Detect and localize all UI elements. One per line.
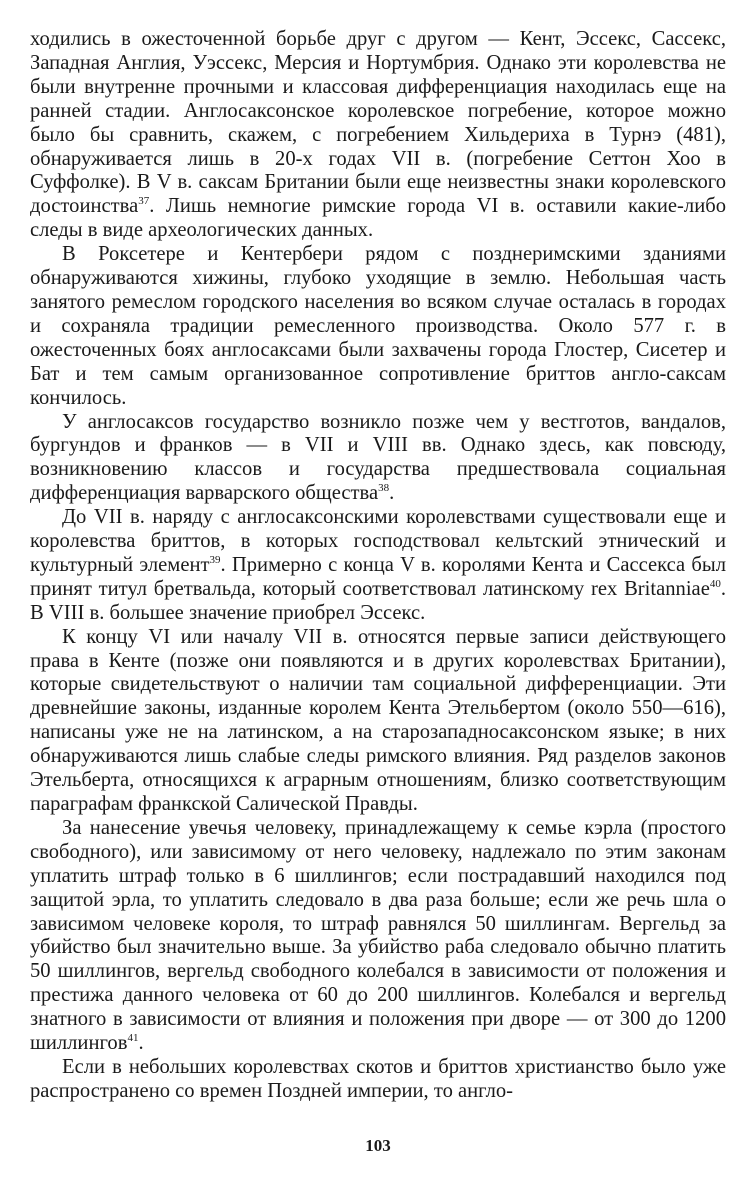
text-run: Если в небольших королевствах скотов и бриттов христианство было уже распространено со времен Поздней империи, то англо- bbox=[30, 1055, 726, 1102]
text-run: У англосаксов государство возникло позже чем у вестготов, вандалов, бургундов и франков — в VII и VIII вв. Однако здесь, как повсюду, возникновению классов и государства предшествовала социальная дифференциация варварского общества bbox=[30, 410, 726, 505]
footnote-ref-41[interactable]: 41 bbox=[127, 1032, 139, 1045]
text-run: . bbox=[138, 1032, 144, 1055]
text-run: . bbox=[389, 482, 395, 505]
text-run: . Лишь немногие римские города VI в. оставили какие-либо следы в виде археологических данных. bbox=[30, 195, 726, 242]
footnote-ref-39[interactable]: 39 bbox=[209, 553, 221, 566]
paragraph bbox=[30, 506, 726, 626]
page-number: 103 bbox=[365, 1136, 391, 1155]
text-run: . Примерно с конца V в. королями Кента и Сассекса был принят титул бретвальда, который соответствовал латинскому rex Britanniae bbox=[30, 553, 726, 600]
footnote-ref-37[interactable]: 37 bbox=[138, 195, 150, 208]
paragraph bbox=[30, 626, 726, 817]
text-run: В Роксетере и Кентербери рядом с позднеримскими зданиями обнаруживаются хижины, глубоко уходящие в землю. Небольшая часть занятого ремеслом городского населения во всяком случае осталась в городах и сохраняла традиции ремесленного производства. Около 577 г. в ожесточенных боях англосаксами были захвачены города Глостер, Сисетер и Бат и тем самым организованное сопротивление бриттов англо-саксам кончилось. bbox=[30, 243, 726, 409]
paragraph bbox=[30, 817, 726, 1056]
document-body bbox=[30, 28, 726, 1104]
paragraph bbox=[30, 411, 726, 507]
text-run: ходились в ожесточенной борьбе друг с другом — Кент, Эссекс, Сассекс, Западная Англия, Уэссекс, Мерсия и Нортумбрия. Однако эти королевства не были внутренне прочными и классовая дифференциация находилась еще на ранней стадии. Англосаксонское королевское погребение, которое можно было бы сравнить, скажем, с погребением Хильдериха в Турнэ (481), обнаруживается лишь в 20-х годах VII в. (погребение Сеттон Хоо в Суффолке). В V в. саксам Британии были еще неизвестны знаки королевского достоинства bbox=[30, 28, 726, 218]
footnote-ref-40[interactable]: 40 bbox=[709, 577, 721, 590]
text-run: К концу VI или началу VII в. относятся первые записи действующего права в Кенте (позже они появляются и в других королевствах Британии), которые свидетельствуют о наличии там социальной дифференциации. Эти древнейшие законы, изданные королем Кента Этельбертом (около 550—616), написаны уже не на латинском, а на старозападносаксонском языке; в них обнаруживаются лишь слабые следы римского влияния. Ряд разделов законов Этельберта, относящихся к аграрным отношениям, близко соответствующим параграфам франкской Салической Правды. bbox=[30, 625, 726, 815]
paragraph bbox=[30, 28, 726, 243]
footnote-ref-38[interactable]: 38 bbox=[378, 482, 390, 495]
text-run: . В VIII в. большее значение приобрел Эссекс. bbox=[30, 577, 726, 624]
text-run: До VII в. наряду с англосаксонскими королевствами существовали еще и королевства бриттов, в которых господствовал кельтский этнический и культурный элемент bbox=[30, 506, 726, 576]
paragraph bbox=[30, 1056, 726, 1104]
paragraph bbox=[30, 243, 726, 410]
text-run: За нанесение увечья человеку, принадлежащему к семье кэрла (простого свободного), или зависимому от него человеку, надлежало по этим законам уплатить штраф только в 6 шиллингов; если пострадавший находился под защитой эрла, то уплатить следовало в два раза больше; если же речь шла о зависимом человеке короля, то штраф равнялся 50 шиллингам. Вергельд за убийство был значительно выше. За убийство раба следовало обычно платить 50 шиллингов, вергельд свободного колебался в зависимости от положения и престижа данного человека от 60 до 200 шиллингов. Колебался и вергельд знатного в зависимости от влияния и положения при дворе — от 300 до 1200 шиллингов bbox=[30, 816, 726, 1055]
